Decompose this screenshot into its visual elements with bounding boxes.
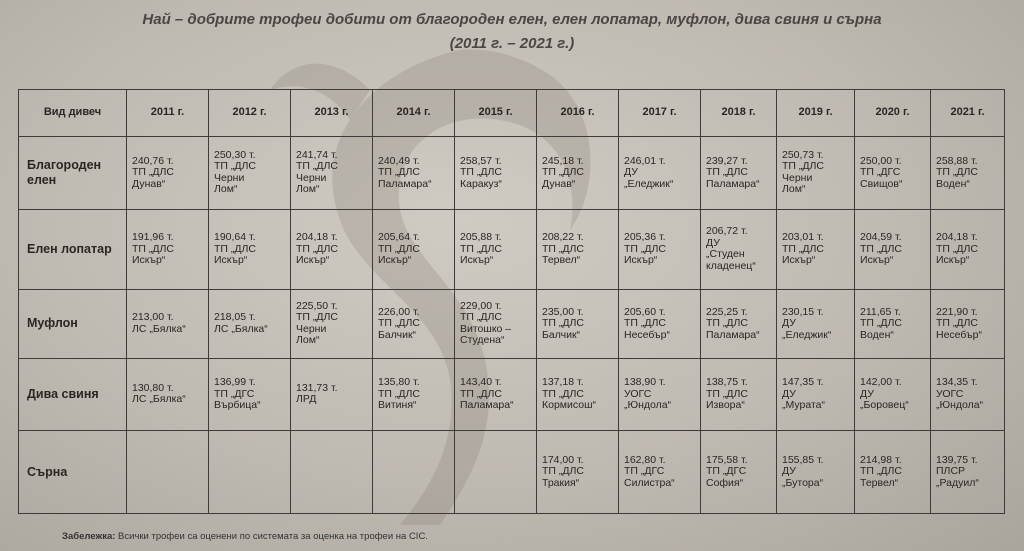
trophy-cell: 204,59 т. ТП „ДЛС Искър“ [855,209,931,290]
header-year: 2011 г. [127,90,209,137]
title-line-1: Най – добрите трофеи добити от благороден елен, елен лопатар, муфлон, дива свиня и сърна [142,11,882,28]
table-row [19,358,1005,431]
trophy-cell: 205,60 т. ТП „ДЛС Несебър“ [619,290,701,358]
trophy-cell: 214,98 т. ТП „ДЛС Тервел“ [855,431,931,514]
trophy-cell: 218,05 т. ЛС „Бялка“ [209,290,291,358]
trophy-cell: 190,64 т. ТП „ДЛС Искър“ [209,209,291,290]
table-header-row [19,90,1005,137]
trophy-cell: 205,36 т. ТП „ДЛС Искър“ [619,209,701,290]
trophy-cell: 235,00 т. ТП „ДЛС Балчик“ [537,290,619,358]
trophy-cell: 143,40 т. ТП „ДЛС Паламара“ [455,358,537,431]
trophy-cell: 205,64 т. ТП „ДЛС Искър“ [373,209,455,290]
header-year: 2016 г. [537,90,619,137]
trophy-cell: 258,88 т. ТП „ДЛС Воден“ [931,137,1005,210]
trophy-cell: 225,50 т. ТП „ДЛС Черни Лом“ [291,290,373,358]
species-name: Муфлон [19,290,127,358]
trophy-cell: 142,00 т. ДУ „Боровец“ [855,358,931,431]
header-year: 2021 г. [931,90,1005,137]
trophy-cell [291,431,373,514]
trophy-cell [373,431,455,514]
trophy-table [18,89,1005,514]
footnote-label: Забележка: [62,531,116,542]
trophy-cell [127,431,209,514]
trophy-cell: 191,96 т. ТП „ДЛС Искър“ [127,209,209,290]
trophy-cell: 240,76 т. ТП „ДЛС Дунав“ [127,137,209,210]
trophy-cell: 162,80 т. ТП „ДГС Силистра“ [619,431,701,514]
trophy-cell: 245,18 т. ТП „ДЛС Дунав“ [537,137,619,210]
header-species: Вид дивеч [19,90,127,137]
trophy-cell: 206,72 т. ДУ „Студен кладенец“ [701,209,777,290]
trophy-cell: 203,01 т. ТП „ДЛС Искър“ [777,209,855,290]
trophy-cell: 246,01 т. ДУ „Еледжик“ [619,137,701,210]
trophy-cell: 241,74 т. ТП „ДЛС Черни Лом“ [291,137,373,210]
header-year: 2018 г. [701,90,777,137]
table-row [19,137,1005,210]
table-row [19,431,1005,514]
header-year: 2017 г. [619,90,701,137]
trophy-cell: 138,75 т. ТП „ДЛС Извора“ [701,358,777,431]
trophy-cell: 211,65 т. ТП „ДЛС Воден“ [855,290,931,358]
species-name: Сърна [19,431,127,514]
trophy-cell: 226,00 т. ТП „ДЛС Балчик“ [373,290,455,358]
trophy-cell: 204,18 т. ТП „ДЛС Искър“ [291,209,373,290]
species-name: Дива свиня [19,358,127,431]
trophy-cell: 258,57 т. ТП „ДЛС Каракуз“ [455,137,537,210]
trophy-cell: 213,00 т. ЛС „Бялка“ [127,290,209,358]
trophy-cell: 221,90 т. ТП „ДЛС Несебър“ [931,290,1005,358]
header-year: 2019 г. [777,90,855,137]
trophy-cell: 155,85 т. ДУ „Бутора“ [777,431,855,514]
trophy-cell: 130,80 т. ЛС „Бялка“ [127,358,209,431]
header-year: 2012 г. [209,90,291,137]
trophy-cell: 240,49 т. ТП „ДЛС Паламара“ [373,137,455,210]
trophy-cell [455,431,537,514]
trophy-cell [209,431,291,514]
trophy-cell: 225,25 т. ТП „ДЛС Паламара“ [701,290,777,358]
trophy-cell: 139,75 т. ПЛСР „Радуил“ [931,431,1005,514]
trophy-cell: 250,00 т. ТП „ДГС Свищов“ [855,137,931,210]
footnote-text: Всички трофеи са оценени по системата за оценка на трофеи на CIC. [118,531,428,542]
trophy-cell: 135,80 т. ТП „ДЛС Витиня“ [373,358,455,431]
footnote [62,531,428,542]
trophy-cell: 230,15 т. ДУ „Еледжик“ [777,290,855,358]
title-line-2: (2011 г. – 2021 г.) [449,35,575,52]
trophy-cell: 250,73 т. ТП „ДЛС Черни Лом“ [777,137,855,210]
trophy-cell: 138,90 т. УОГС „Юндола“ [619,358,701,431]
trophy-cell: 208,22 т. ТП „ДЛС Тервел“ [537,209,619,290]
trophy-cell: 175,58 т. ТП „ДГС София“ [701,431,777,514]
trophy-cell: 137,18 т. ТП „ДЛС Кормисош“ [537,358,619,431]
trophy-cell: 229,00 т. ТП „ДЛС Витошко – Студена“ [455,290,537,358]
trophy-cell: 174,00 т. ТП „ДЛС Тракия“ [537,431,619,514]
trophy-cell: 204,18 т. ТП „ДЛС Искър“ [931,209,1005,290]
trophy-cell: 134,35 т. УОГС „Юндола“ [931,358,1005,431]
header-year: 2015 г. [455,90,537,137]
header-year: 2013 г. [291,90,373,137]
document-title [0,8,1024,56]
header-year: 2014 г. [373,90,455,137]
trophy-cell: 136,99 т. ТП „ДГС Върбица“ [209,358,291,431]
table-row [19,290,1005,358]
trophy-cell: 147,35 т. ДУ „Мурата“ [777,358,855,431]
trophy-cell: 131,73 т. ЛРД [291,358,373,431]
species-name: Благороден елен [19,137,127,210]
table-row [19,209,1005,290]
trophy-cell: 239,27 т. ТП „ДЛС Паламара“ [701,137,777,210]
table-body [19,137,1005,514]
header-year: 2020 г. [855,90,931,137]
trophy-cell: 250,30 т. ТП „ДЛС Черни Лом“ [209,137,291,210]
species-name: Елен лопатар [19,209,127,290]
trophy-cell: 205,88 т. ТП „ДЛС Искър“ [455,209,537,290]
